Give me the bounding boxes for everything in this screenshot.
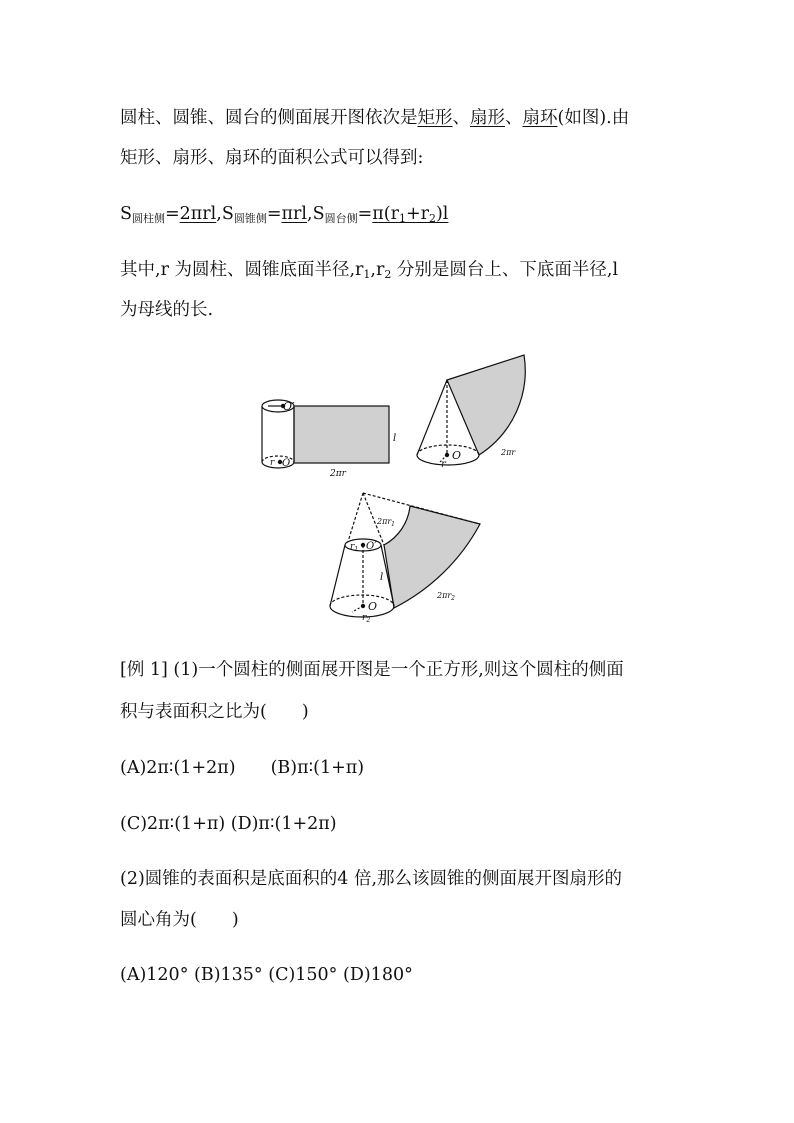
cylinder-lateral-rectangle xyxy=(294,406,389,463)
example1-q1-line1: [例 1] (1)一个圆柱的侧面展开图是一个正方形,则这个圆柱的侧面 xyxy=(120,660,624,680)
definition-text: 分别是圆台上、下底面半径,l xyxy=(391,260,619,280)
label-sub: 2 xyxy=(366,617,371,624)
term-rectangle: 矩形 xyxy=(417,108,453,128)
cone-arc-label: 2πr xyxy=(501,448,516,457)
formula-s: S xyxy=(312,204,325,224)
example1-options-1: (A)2π∶(1+2π) (B)π∶(1+π) xyxy=(120,758,365,778)
definition-text: 其中,r 为圆柱、圆锥底面半径,r xyxy=(120,260,364,280)
cylinder-lateral-formula: 2πrl xyxy=(179,204,217,224)
cone-lateral-sector xyxy=(447,355,525,455)
label-sub: 1 xyxy=(391,521,395,528)
formula-sub: 圆柱侧 xyxy=(132,212,165,225)
example1-q2-line2: 圆心角为( ) xyxy=(120,910,239,930)
frustum-base-center-label: O xyxy=(368,600,378,613)
cone-slant-left xyxy=(417,380,447,455)
cyl-length-label: 2πr xyxy=(330,469,346,479)
comma: , xyxy=(307,204,313,224)
frustum-ext-left xyxy=(347,493,363,545)
formula-eq: = xyxy=(266,204,282,224)
intro-text: 圆柱、圆锥、圆台的侧面展开图依次是 xyxy=(120,108,418,128)
formula-s: S xyxy=(221,204,234,224)
formula-part: )l xyxy=(435,204,449,224)
formula-eq: = xyxy=(165,204,180,224)
frustum-top-center-label: O′ xyxy=(366,541,377,552)
cone-radius-label: r xyxy=(441,459,446,470)
formula-s: S xyxy=(120,204,132,224)
subscript: 2 xyxy=(384,268,392,281)
frustum-figure xyxy=(330,493,480,617)
frustum-slant-label: l xyxy=(380,572,384,583)
label-main: r xyxy=(362,613,367,623)
example1-q2-line1: (2)圆锥的表面积是底面积的4 倍,那么该圆锥的侧面展开图扇形的 xyxy=(120,869,623,889)
center-point xyxy=(445,453,448,456)
formula-part: π(r xyxy=(372,204,399,224)
label-main: 2πr xyxy=(377,517,392,526)
intro-line-2: 矩形、扇形、扇环的面积公式可以得到: xyxy=(120,148,424,168)
formula-part: +r xyxy=(405,204,429,224)
cone-lateral-formula: πrl xyxy=(281,204,307,224)
separator: 、 xyxy=(505,108,523,128)
example1-options-2: (C)2π∶(1+π) (D)π∶(1+2π) xyxy=(120,814,337,834)
separator: 、 xyxy=(452,108,470,128)
frustum-arc2-label xyxy=(436,591,455,602)
label-sub: 2 xyxy=(451,595,455,602)
cyl-height-label: l xyxy=(393,433,397,444)
formula-sub: 1 xyxy=(398,212,406,225)
term-sector: 扇形 xyxy=(470,108,505,128)
cyl-bottom-label: O xyxy=(282,458,291,469)
subscript: 1 xyxy=(363,268,371,281)
frustum-arc1-label xyxy=(376,517,395,528)
center-point xyxy=(361,604,364,607)
label-sub: 1 xyxy=(354,546,359,553)
cone-center-label: O xyxy=(452,449,462,462)
formula-sub: 2 xyxy=(428,212,436,225)
intro-text-end: (如图).由 xyxy=(557,108,630,128)
example1-options-3: (A)120° (B)135° (C)150° (D)180° xyxy=(120,965,413,985)
cyl-radius-label: r xyxy=(270,458,275,468)
label-main: 2πr xyxy=(437,591,452,600)
definition-line-2: 为母线的长. xyxy=(120,300,214,320)
comma: , xyxy=(216,204,222,224)
formula-sub: 圆锥侧 xyxy=(233,212,267,225)
formula-sub: 圆台侧 xyxy=(324,212,358,225)
center-point xyxy=(361,543,364,546)
frustum-lateral-annulus xyxy=(384,506,480,608)
formula-eq: = xyxy=(357,204,373,224)
frustum-base-radius-label xyxy=(362,613,370,624)
label-main: r xyxy=(350,542,355,552)
example1-q1-line2: 积与表面积之比为( ) xyxy=(120,702,309,722)
definition-text: ,r xyxy=(370,260,385,280)
term-annulus-sector: 扇环 xyxy=(522,108,558,128)
cyl-top-label: O′ xyxy=(283,400,295,413)
